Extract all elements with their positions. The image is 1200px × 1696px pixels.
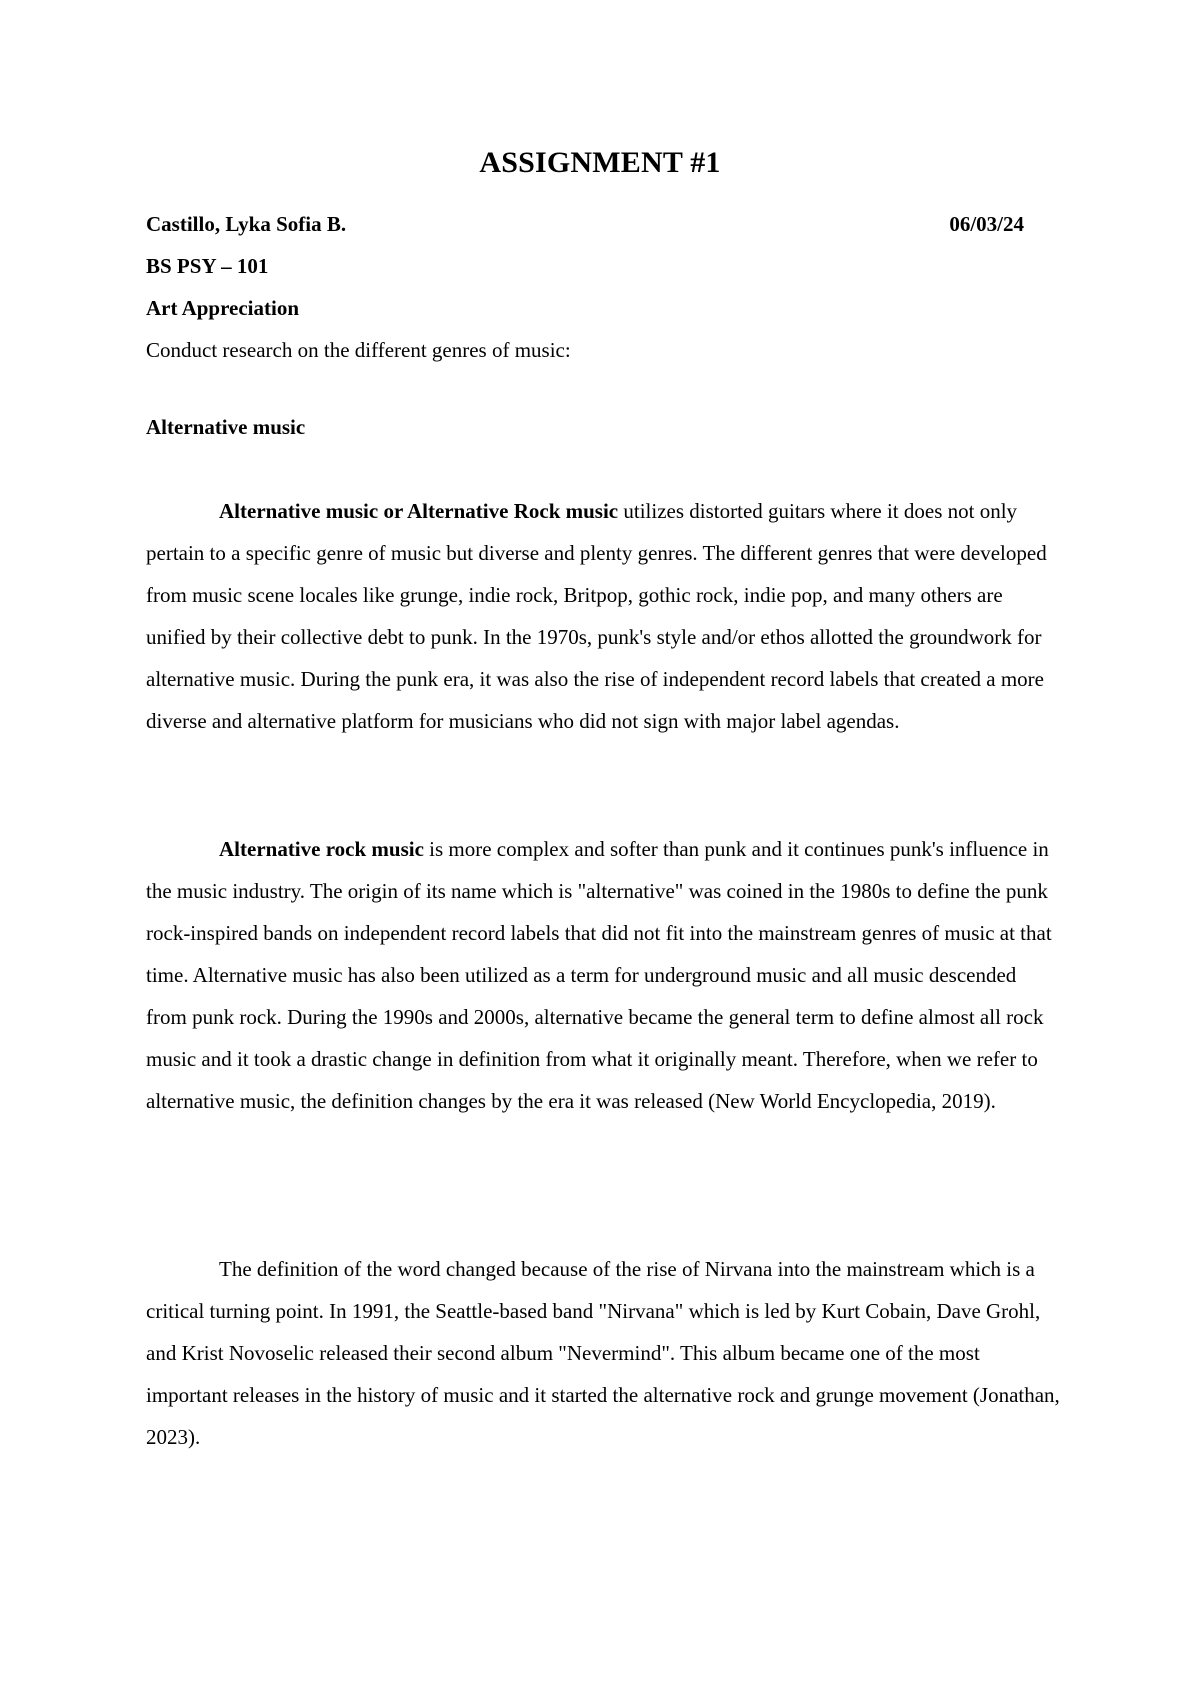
paragraph-2-text: is more complex and softer than punk and it continues punk's influence in the music industry. The origin of its name which is "alternative" was coined in the 1980s to define the punk rock-inspired bands on independent record labels that did not fit into the mainstream genres of music at that time. Alternative music has also been utilized as a term for underground music and all music descended from punk rock. During the 1990s and 2000s, alternative became the general term to define almost all rock music and it took a drastic change in definition from what it originally meant. Therefore, when we refer to alternative music, the definition changes by the era it was released (New World Encyclopedia, 2019). bbox=[146, 837, 1052, 1113]
course-code: BS PSY – 101 bbox=[146, 254, 269, 278]
paragraph-3 bbox=[146, 1248, 1060, 1458]
document-header bbox=[146, 203, 1024, 371]
paragraph-1 bbox=[146, 490, 1060, 742]
document-title: ASSIGNMENT #1 bbox=[479, 146, 721, 179]
document-date: 06/03/24 bbox=[949, 212, 1024, 236]
paragraph-3-text: The definition of the word changed because of the rise of Nirvana into the mainstream which is a critical turning point. In 1991, the Seattle-based band "Nirvana" which is led by Kurt Cobain, Dave Grohl, and Krist Novoselic released their second album "Nevermind". This album became one of the most important releases in the history of music and it started the alternative rock and grunge movement (Jonathan, 2023). bbox=[146, 1257, 1060, 1449]
subject-name: Art Appreciation bbox=[146, 296, 300, 320]
paragraph-1-text: utilizes distorted guitars where it does not only pertain to a specific genre of music but diverse and plenty genres. The different genres that were developed from music scene locales like grunge, indie rock, Britpop, gothic rock, indie pop, and many others are unified by their collective debt to punk. In the 1970s, punk's style and/or ethos allotted the groundwork for alternative music. During the punk era, it was also the rise of independent record labels that created a more diverse and alternative platform for musicians who did not sign with major label agendas. bbox=[146, 499, 1047, 733]
paragraph-2 bbox=[146, 828, 1060, 1122]
instruction-text: Conduct research on the different genres of music: bbox=[146, 338, 571, 362]
paragraph-2-lead: Alternative rock music bbox=[219, 837, 424, 861]
paragraph-1-lead: Alternative music or Alternative Rock music bbox=[219, 499, 619, 523]
author-date-row bbox=[146, 203, 1024, 245]
section-heading: Alternative music bbox=[146, 415, 306, 439]
author-name: Castillo, Lyka Sofia B. bbox=[146, 212, 347, 236]
